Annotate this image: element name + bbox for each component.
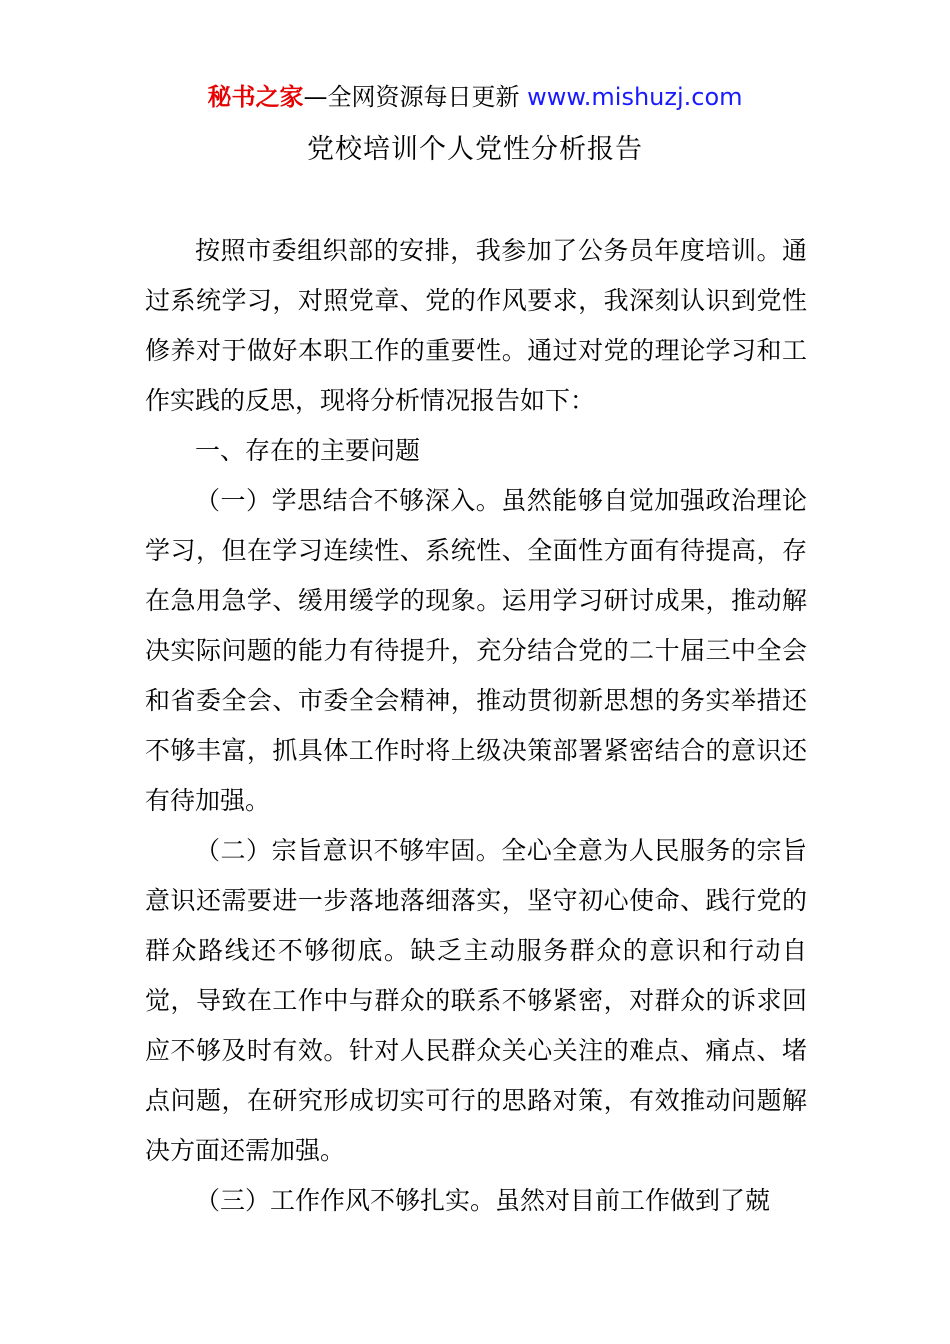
site-tagline: —全网资源每日更新	[303, 83, 528, 111]
issue-paragraph-2: （二）宗旨意识不够牢固。全心全意为人民服务的宗旨意识还需要进一步落地落细落实，坚守初心使命、践行党的群众路线还不够彻底。缺乏主动服务群众的意识和行动自觉，导致在工作中与群众的联系不够紧密，对群众的诉求回应不够及时有效。针对人民群众关心关注的难点、痛点、堵点问题，在研究形成切实可行的思路对策，有效推动问题解决方面还需加强。	[145, 836, 807, 1165]
site-brand: 秘书之家	[207, 83, 304, 111]
section-heading: 一、存在的主要问题	[195, 436, 421, 465]
document-body	[145, 226, 807, 1226]
issue-paragraph-3: （三）工作作风不够扎实。虽然对目前工作做到了兢	[195, 1186, 771, 1215]
issue-paragraph-1: （一）学思结合不够深入。虽然能够自觉加强政治理论学习，但在学习连续性、系统性、全面性方面有待提高，存在急用急学、缓用缓学的现象。运用学习研讨成果，推动解决实际问题的能力有待提升，充分结合党的二十届三中全会和省委全会、市委全会精神，推动贯彻新思想的务实举措还不够丰富，抓具体工作时将上级决策部署紧密结合的意识还有待加强。	[145, 486, 807, 815]
intro-paragraph: 按照市委组织部的安排，我参加了公务员年度培训。通过系统学习，对照党章、党的作风要求，我深刻认识到党性修养对于做好本职工作的重要性。通过对党的理论学习和工作实践的反思，现将分析情况报告如下：	[145, 236, 807, 415]
document-title: 党校培训个人党性分析报告	[307, 134, 643, 165]
site-header	[0, 80, 950, 114]
site-url-link[interactable]: www.mishuzj.com	[527, 83, 743, 111]
